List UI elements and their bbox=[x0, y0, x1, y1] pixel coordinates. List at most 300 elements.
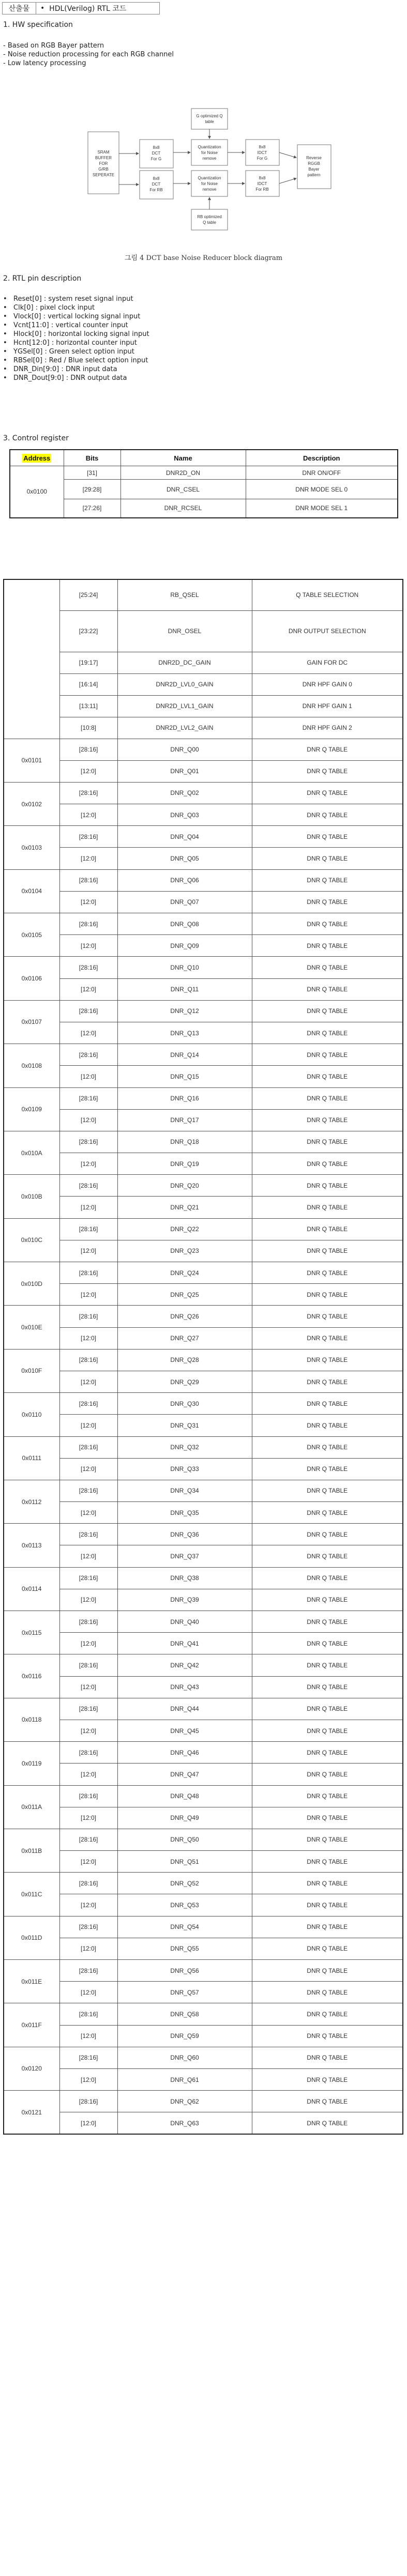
name-cell: DNR_Q11 bbox=[117, 978, 252, 1000]
pin-item: • Hcnt[12:0] : horizontal counter input bbox=[13, 339, 137, 347]
sram-buffer-block bbox=[88, 132, 119, 194]
desc-cell: DNR Q TABLE bbox=[252, 1589, 403, 1611]
sram-line-3: G/RB bbox=[98, 167, 109, 172]
table-row bbox=[4, 695, 403, 717]
desc-cell: DNR OUTPUT SELECTION bbox=[252, 610, 403, 652]
bits-cell: [12:0] bbox=[59, 1720, 117, 1741]
bits-cell: [28:16] bbox=[59, 1480, 117, 1501]
address-cell: 0x011C bbox=[4, 1873, 59, 1916]
address-cell: 0x0106 bbox=[4, 957, 59, 1000]
desc-cell: DNR Q TABLE bbox=[252, 1240, 403, 1262]
pin-item: • Reset[0] : system reset signal input bbox=[13, 295, 133, 303]
name-cell: DNR_Q07 bbox=[117, 891, 252, 913]
name-cell: DNR_Q62 bbox=[117, 2091, 252, 2112]
name-cell: DNR2D_ON bbox=[120, 466, 246, 480]
bits-cell: [12:0] bbox=[59, 1415, 117, 1436]
bits-cell: [12:0] bbox=[59, 1851, 117, 1873]
desc-cell: DNR Q TABLE bbox=[252, 1393, 403, 1415]
name-cell: DNR_Q60 bbox=[117, 2047, 252, 2068]
desc-cell: DNR Q TABLE bbox=[252, 1807, 403, 1829]
deliverable-header bbox=[2, 2, 160, 14]
table-row bbox=[4, 1175, 403, 1197]
desc-cell: DNR Q TABLE bbox=[252, 891, 403, 913]
table-row bbox=[4, 1567, 403, 1589]
g-q-table-block bbox=[191, 109, 228, 129]
table-row bbox=[4, 1327, 403, 1349]
name-cell: DNR_Q04 bbox=[117, 826, 252, 848]
bits-cell: [12:0] bbox=[59, 1371, 117, 1392]
desc-cell: DNR Q TABLE bbox=[252, 1960, 403, 1982]
idct-rb-line-2: For RB bbox=[255, 187, 269, 192]
address-cell: 0x0111 bbox=[4, 1436, 59, 1480]
reverse-line-1: RGGB bbox=[308, 161, 320, 166]
name-cell: DNR_Q56 bbox=[117, 1960, 252, 1982]
name-cell: RB_QSEL bbox=[117, 579, 252, 610]
table-row bbox=[4, 1524, 403, 1545]
desc-cell: DNR Q TABLE bbox=[252, 782, 403, 804]
bits-cell: [28:16] bbox=[59, 1567, 117, 1589]
bits-cell: [29:28] bbox=[64, 480, 120, 499]
table-row bbox=[4, 760, 403, 782]
name-cell: DNR_Q02 bbox=[117, 782, 252, 804]
bits-cell: [12:0] bbox=[59, 1197, 117, 1218]
table-row bbox=[4, 1262, 403, 1284]
desc-cell: DNR Q TABLE bbox=[252, 1698, 403, 1720]
desc-cell: DNR Q TABLE bbox=[252, 869, 403, 891]
table-row bbox=[4, 1218, 403, 1240]
rb-q-table-block bbox=[191, 209, 228, 230]
table-row bbox=[4, 579, 403, 610]
name-cell: DNR_Q44 bbox=[117, 1698, 252, 1720]
name-cell: DNR_Q20 bbox=[117, 1175, 252, 1197]
desc-cell: DNR Q TABLE bbox=[252, 1524, 403, 1545]
dct-rb-line-1: DCT bbox=[152, 182, 161, 187]
address-cell: 0x0107 bbox=[4, 1000, 59, 1044]
desc-cell: DNR Q TABLE bbox=[252, 1764, 403, 1785]
desc-cell: DNR Q TABLE bbox=[252, 1284, 403, 1306]
bits-cell: [28:16] bbox=[59, 1262, 117, 1284]
pin-item: • Clk[0] : pixel clock input bbox=[13, 303, 95, 312]
register-table-header bbox=[9, 449, 398, 518]
name-cell: DNR_Q48 bbox=[117, 1785, 252, 1807]
desc-cell: DNR HPF GAIN 1 bbox=[252, 695, 403, 717]
table-row bbox=[4, 1633, 403, 1654]
pin-item: • DNR_Dout[9:0] : DNR output data bbox=[13, 374, 127, 382]
table-row bbox=[4, 1458, 403, 1480]
g-table-line-0: G optimized Q bbox=[196, 114, 223, 118]
table-row bbox=[4, 1109, 403, 1131]
bits-cell: [28:16] bbox=[59, 2091, 117, 2112]
desc-cell: DNR Q TABLE bbox=[252, 804, 403, 826]
reverse-line-0: Reverse bbox=[306, 156, 322, 160]
quant-bot-line-1: for Noise bbox=[201, 181, 218, 186]
col-header-description: Description bbox=[246, 450, 398, 466]
desc-cell: DNR Q TABLE bbox=[252, 739, 403, 760]
table-row bbox=[4, 891, 403, 913]
bits-cell: [28:16] bbox=[59, 869, 117, 891]
bits-cell: [12:0] bbox=[59, 1894, 117, 1916]
address-cell: 0x010E bbox=[4, 1306, 59, 1349]
name-cell: DNR_Q34 bbox=[117, 1480, 252, 1501]
deliverable-value-text: HDL(Verilog) RTL 코드 bbox=[49, 5, 127, 13]
desc-cell: DNR Q TABLE bbox=[252, 1894, 403, 1916]
bits-cell: [28:16] bbox=[59, 1698, 117, 1720]
idct-rb-block bbox=[246, 171, 279, 196]
address-cell: 0x0110 bbox=[4, 1393, 59, 1436]
address-cell: 0x0103 bbox=[4, 826, 59, 869]
desc-cell: DNR Q TABLE bbox=[252, 2025, 403, 2047]
sram-line-2: FOR bbox=[99, 161, 108, 166]
desc-cell: Q TABLE SELECTION bbox=[252, 579, 403, 610]
bits-cell: [28:16] bbox=[59, 1916, 117, 1938]
name-cell: DNR_Q37 bbox=[117, 1545, 252, 1567]
name-cell: DNR_Q45 bbox=[117, 1720, 252, 1741]
table-row bbox=[4, 913, 403, 935]
desc-cell: DNR Q TABLE bbox=[252, 1633, 403, 1654]
name-cell: DNR_Q55 bbox=[117, 1938, 252, 1959]
bits-cell: [12:0] bbox=[59, 1240, 117, 1262]
idct-g-line-2: For G bbox=[257, 156, 268, 161]
table-row bbox=[4, 1044, 403, 1066]
bits-cell: [12:0] bbox=[59, 1545, 117, 1567]
table-row bbox=[4, 2047, 403, 2068]
bits-cell: [12:0] bbox=[59, 2068, 117, 2090]
dct-g-line-2: For G bbox=[150, 157, 162, 161]
bits-cell: [12:0] bbox=[59, 1589, 117, 1611]
table-row bbox=[4, 1502, 403, 1524]
desc-cell: DNR Q TABLE bbox=[252, 1567, 403, 1589]
name-cell: DNR_Q21 bbox=[117, 1197, 252, 1218]
bits-cell: [12:0] bbox=[59, 1458, 117, 1480]
address-cell bbox=[4, 579, 59, 739]
table-row bbox=[4, 1676, 403, 1698]
quant-top-line-0: Quantization bbox=[198, 145, 221, 149]
bits-cell: [28:16] bbox=[59, 826, 117, 848]
bits-cell: [28:16] bbox=[59, 1000, 117, 1022]
name-cell: DNR_Q47 bbox=[117, 1764, 252, 1785]
desc-cell: DNR Q TABLE bbox=[252, 1153, 403, 1175]
address-cell: 0x011F bbox=[4, 2003, 59, 2047]
bits-cell: [27:26] bbox=[64, 499, 120, 518]
bits-cell: [12:0] bbox=[59, 1982, 117, 2003]
bits-cell: [28:16] bbox=[59, 1436, 117, 1458]
name-cell: DNR_Q52 bbox=[117, 1873, 252, 1894]
desc-cell: DNR Q TABLE bbox=[252, 2003, 403, 2025]
bits-cell: [28:16] bbox=[59, 1393, 117, 1415]
address-cell: 0x0115 bbox=[4, 1611, 59, 1654]
desc-cell: DNR Q TABLE bbox=[252, 1197, 403, 1218]
desc-cell: DNR Q TABLE bbox=[252, 1785, 403, 1807]
bits-cell: [12:0] bbox=[59, 1807, 117, 1829]
table-row bbox=[4, 1480, 403, 1501]
desc-cell: DNR Q TABLE bbox=[252, 1109, 403, 1131]
bits-cell: [12:0] bbox=[59, 1502, 117, 1524]
name-cell: DNR_Q24 bbox=[117, 1262, 252, 1284]
table-row bbox=[4, 848, 403, 869]
bits-cell: [28:16] bbox=[59, 739, 117, 760]
table-row bbox=[4, 1589, 403, 1611]
address-cell: 0x0113 bbox=[4, 1524, 59, 1567]
address-cell: 0x0108 bbox=[4, 1044, 59, 1087]
desc-cell: DNR Q TABLE bbox=[252, 1262, 403, 1284]
name-cell: DNR_Q03 bbox=[117, 804, 252, 826]
quant-top-block bbox=[191, 140, 228, 165]
address-cell: 0x0120 bbox=[4, 2047, 59, 2090]
name-cell: DNR_OSEL bbox=[117, 610, 252, 652]
idct-g-block bbox=[246, 140, 279, 165]
idct-g-line-0: 8x8 bbox=[259, 145, 266, 149]
sram-line-4: SEPERATE bbox=[92, 173, 115, 177]
desc-cell: DNR MODE SEL 0 bbox=[246, 480, 398, 499]
desc-cell: DNR HPF GAIN 0 bbox=[252, 673, 403, 695]
name-cell: DNR_Q32 bbox=[117, 1436, 252, 1458]
name-cell: DNR_Q29 bbox=[117, 1371, 252, 1392]
bits-cell: [12:0] bbox=[59, 1153, 117, 1175]
table-row bbox=[4, 1240, 403, 1262]
pin-item: • Hlock[0] : horizontal locking signal input bbox=[13, 330, 149, 339]
name-cell: DNR_Q00 bbox=[117, 739, 252, 760]
bits-cell: [12:0] bbox=[59, 2025, 117, 2047]
pin-item: • YGSel[0] : Green select option input bbox=[13, 347, 134, 356]
desc-cell: DNR ON/OFF bbox=[246, 466, 398, 480]
desc-cell: DNR Q TABLE bbox=[252, 1480, 403, 1501]
desc-cell: DNR Q TABLE bbox=[252, 1654, 403, 1676]
desc-cell: DNR Q TABLE bbox=[252, 1873, 403, 1894]
table-row bbox=[4, 1436, 403, 1458]
sram-line-0: SRAM bbox=[97, 150, 110, 155]
desc-cell: DNR Q TABLE bbox=[252, 1000, 403, 1022]
table-row bbox=[4, 1131, 403, 1153]
table-row bbox=[4, 935, 403, 957]
desc-cell: DNR Q TABLE bbox=[252, 1742, 403, 1764]
desc-cell: DNR Q TABLE bbox=[252, 1545, 403, 1567]
address-cell: 0x0102 bbox=[4, 782, 59, 825]
name-cell: DNR_Q17 bbox=[117, 1109, 252, 1131]
name-cell: DNR_Q19 bbox=[117, 1153, 252, 1175]
bits-cell: [16:14] bbox=[59, 673, 117, 695]
bits-cell: [28:16] bbox=[59, 1131, 117, 1153]
table-row bbox=[4, 610, 403, 652]
bits-cell: [12:0] bbox=[59, 1109, 117, 1131]
address-cell: 0x010C bbox=[4, 1218, 59, 1262]
name-cell: DNR_Q28 bbox=[117, 1349, 252, 1371]
bits-cell: [12:0] bbox=[59, 1022, 117, 1044]
name-cell: DNR_Q49 bbox=[117, 1807, 252, 1829]
table-row bbox=[4, 1916, 403, 1938]
name-cell: DNR_Q61 bbox=[117, 2068, 252, 2090]
bits-cell: [28:16] bbox=[59, 1873, 117, 1894]
bits-cell: [12:0] bbox=[59, 1284, 117, 1306]
col-header-address: Address bbox=[10, 450, 64, 466]
spec-bullet-2: - Noise reduction processing for each RGB channel bbox=[3, 51, 174, 58]
deliverable-label: 산출물 bbox=[3, 3, 36, 14]
name-cell: DNR_Q53 bbox=[117, 1894, 252, 1916]
dct-rb-line-2: For RB bbox=[149, 188, 163, 192]
quant-top-line-1: for Noise bbox=[201, 150, 218, 155]
table-row bbox=[4, 1545, 403, 1567]
bits-cell: [28:16] bbox=[59, 1742, 117, 1764]
pin-item: • Vlock[0] : vertical locking signal input bbox=[13, 312, 140, 321]
table-row bbox=[4, 1393, 403, 1415]
table-row bbox=[4, 1371, 403, 1392]
bits-cell: [28:16] bbox=[59, 1829, 117, 1850]
name-cell: DNR_Q59 bbox=[117, 2025, 252, 2047]
name-cell: DNR_Q27 bbox=[117, 1327, 252, 1349]
desc-cell: DNR Q TABLE bbox=[252, 760, 403, 782]
table-row bbox=[4, 2025, 403, 2047]
table-row bbox=[4, 1197, 403, 1218]
table-row bbox=[4, 1807, 403, 1829]
address-cell: 0x011B bbox=[4, 1829, 59, 1872]
address-cell: 0x0105 bbox=[4, 913, 59, 957]
name-cell: DNR_Q54 bbox=[117, 1916, 252, 1938]
bits-cell: [28:16] bbox=[59, 1087, 117, 1109]
table-row bbox=[4, 826, 403, 848]
table-row bbox=[4, 782, 403, 804]
table-row bbox=[4, 1611, 403, 1633]
name-cell: DNR_Q41 bbox=[117, 1633, 252, 1654]
address-cell: 0x0121 bbox=[4, 2091, 59, 2134]
table-row bbox=[4, 1785, 403, 1807]
name-cell: DNR_Q13 bbox=[117, 1022, 252, 1044]
bits-cell: [28:16] bbox=[59, 1044, 117, 1066]
name-cell: DNR_Q38 bbox=[117, 1567, 252, 1589]
desc-cell: DNR Q TABLE bbox=[252, 1349, 403, 1371]
section-title-hw-spec: 1. HW specification bbox=[3, 21, 73, 29]
bits-cell: [12:0] bbox=[59, 848, 117, 869]
desc-cell: DNR Q TABLE bbox=[252, 2047, 403, 2068]
name-cell: DNR_Q42 bbox=[117, 1654, 252, 1676]
desc-cell: DNR Q TABLE bbox=[252, 1175, 403, 1197]
pin-item: • Vcnt[11:0] : vertical counter input bbox=[13, 321, 128, 330]
idct-rb-line-0: 8x8 bbox=[259, 176, 266, 180]
table-row bbox=[4, 2068, 403, 2090]
table-row bbox=[4, 1873, 403, 1894]
table-row bbox=[4, 1087, 403, 1109]
bits-cell: [28:16] bbox=[59, 1654, 117, 1676]
reverse-bayer-block bbox=[297, 145, 331, 189]
name-cell: DNR_Q31 bbox=[117, 1415, 252, 1436]
bits-cell: [12:0] bbox=[59, 2112, 117, 2134]
desc-cell: DNR HPF GAIN 2 bbox=[252, 717, 403, 739]
table-row bbox=[4, 673, 403, 695]
table-row bbox=[4, 652, 403, 673]
table-row bbox=[4, 804, 403, 826]
sram-line-1: BUFFER bbox=[95, 156, 112, 160]
address-cell: 0x0116 bbox=[4, 1654, 59, 1698]
table-row bbox=[4, 717, 403, 739]
register-table bbox=[3, 579, 403, 2135]
desc-cell: DNR Q TABLE bbox=[252, 1371, 403, 1392]
name-cell: DNR_Q09 bbox=[117, 935, 252, 957]
bits-cell: [25:24] bbox=[59, 579, 117, 610]
desc-cell: DNR Q TABLE bbox=[252, 1066, 403, 1087]
bits-cell: [28:16] bbox=[59, 1218, 117, 1240]
desc-cell: DNR Q TABLE bbox=[252, 1044, 403, 1066]
name-cell: DNR_Q51 bbox=[117, 1851, 252, 1873]
desc-cell: DNR Q TABLE bbox=[252, 1131, 403, 1153]
pin-item: • RBSel[0] : Red / Blue select option input bbox=[13, 356, 148, 365]
bits-cell: [28:16] bbox=[59, 1611, 117, 1633]
desc-cell: DNR Q TABLE bbox=[252, 978, 403, 1000]
table-row bbox=[4, 957, 403, 978]
name-cell: DNR_Q14 bbox=[117, 1044, 252, 1066]
desc-cell: DNR Q TABLE bbox=[252, 1415, 403, 1436]
table-row bbox=[4, 1000, 403, 1022]
name-cell: DNR_Q43 bbox=[117, 1676, 252, 1698]
table-row bbox=[4, 1654, 403, 1676]
table-row bbox=[4, 1764, 403, 1785]
name-cell: DNR_CSEL bbox=[120, 480, 246, 499]
name-cell: DNR2D_LVL2_GAIN bbox=[117, 717, 252, 739]
table-row bbox=[4, 1938, 403, 1959]
desc-cell: DNR MODE SEL 1 bbox=[246, 499, 398, 518]
table-row bbox=[4, 2112, 403, 2134]
table-row bbox=[4, 1066, 403, 1087]
table-row bbox=[4, 1153, 403, 1175]
address-cell: 0x0101 bbox=[4, 739, 59, 782]
bits-cell: [28:16] bbox=[59, 1306, 117, 1327]
bits-cell: [12:0] bbox=[59, 1327, 117, 1349]
address-cell: 0x010A bbox=[4, 1131, 59, 1174]
g-table-line-1: table bbox=[205, 119, 214, 124]
desc-cell: DNR Q TABLE bbox=[252, 1218, 403, 1240]
table-row bbox=[4, 2003, 403, 2025]
bits-cell: [12:0] bbox=[59, 760, 117, 782]
figure-caption: 그림 4 DCT base Noise Reducer block diagram bbox=[124, 254, 283, 262]
table-row bbox=[4, 978, 403, 1000]
table-row bbox=[4, 1960, 403, 1982]
name-cell: DNR_Q23 bbox=[117, 1240, 252, 1262]
desc-cell: DNR Q TABLE bbox=[252, 1327, 403, 1349]
bits-cell: [28:16] bbox=[59, 2047, 117, 2068]
desc-cell: DNR Q TABLE bbox=[252, 826, 403, 848]
dct-rb-block bbox=[140, 171, 173, 199]
dct-g-line-0: 8x8 bbox=[153, 145, 160, 150]
pin-item: • DNR_Din[9:0] : DNR input data bbox=[13, 365, 117, 374]
desc-cell: DNR Q TABLE bbox=[252, 1306, 403, 1327]
bits-cell: [12:0] bbox=[59, 1676, 117, 1698]
name-cell: DNR_Q25 bbox=[117, 1284, 252, 1306]
name-cell: DNR_Q05 bbox=[117, 848, 252, 869]
bits-cell: [28:16] bbox=[59, 782, 117, 804]
bits-cell: [12:0] bbox=[59, 978, 117, 1000]
name-cell: DNR_Q36 bbox=[117, 1524, 252, 1545]
name-cell: DNR_Q50 bbox=[117, 1829, 252, 1850]
name-cell: DNR_Q57 bbox=[117, 1982, 252, 2003]
bits-cell: [12:0] bbox=[59, 891, 117, 913]
bits-cell: [10:8] bbox=[59, 717, 117, 739]
quant-bot-line-2: remove bbox=[202, 187, 217, 192]
idct-rb-line-1: IDCT bbox=[257, 181, 267, 186]
bits-cell: [23:22] bbox=[59, 610, 117, 652]
reverse-line-2: Bayer bbox=[308, 167, 320, 172]
name-cell: DNR2D_DC_GAIN bbox=[117, 652, 252, 673]
address-cell: 0x0100 bbox=[10, 466, 64, 518]
address-cell: 0x010B bbox=[4, 1175, 59, 1218]
address-cell: 0x010D bbox=[4, 1262, 59, 1306]
bits-cell: [28:16] bbox=[59, 957, 117, 978]
section-title-pin-desc: 2. RTL pin description bbox=[3, 274, 82, 283]
table-row bbox=[4, 1349, 403, 1371]
block-diagram bbox=[83, 106, 372, 251]
table-row bbox=[4, 739, 403, 760]
table-row bbox=[4, 1284, 403, 1306]
desc-cell: GAIN FOR DC bbox=[252, 652, 403, 673]
desc-cell: DNR Q TABLE bbox=[252, 1938, 403, 1959]
desc-cell: DNR Q TABLE bbox=[252, 1982, 403, 2003]
address-cell: 0x0112 bbox=[4, 1480, 59, 1523]
